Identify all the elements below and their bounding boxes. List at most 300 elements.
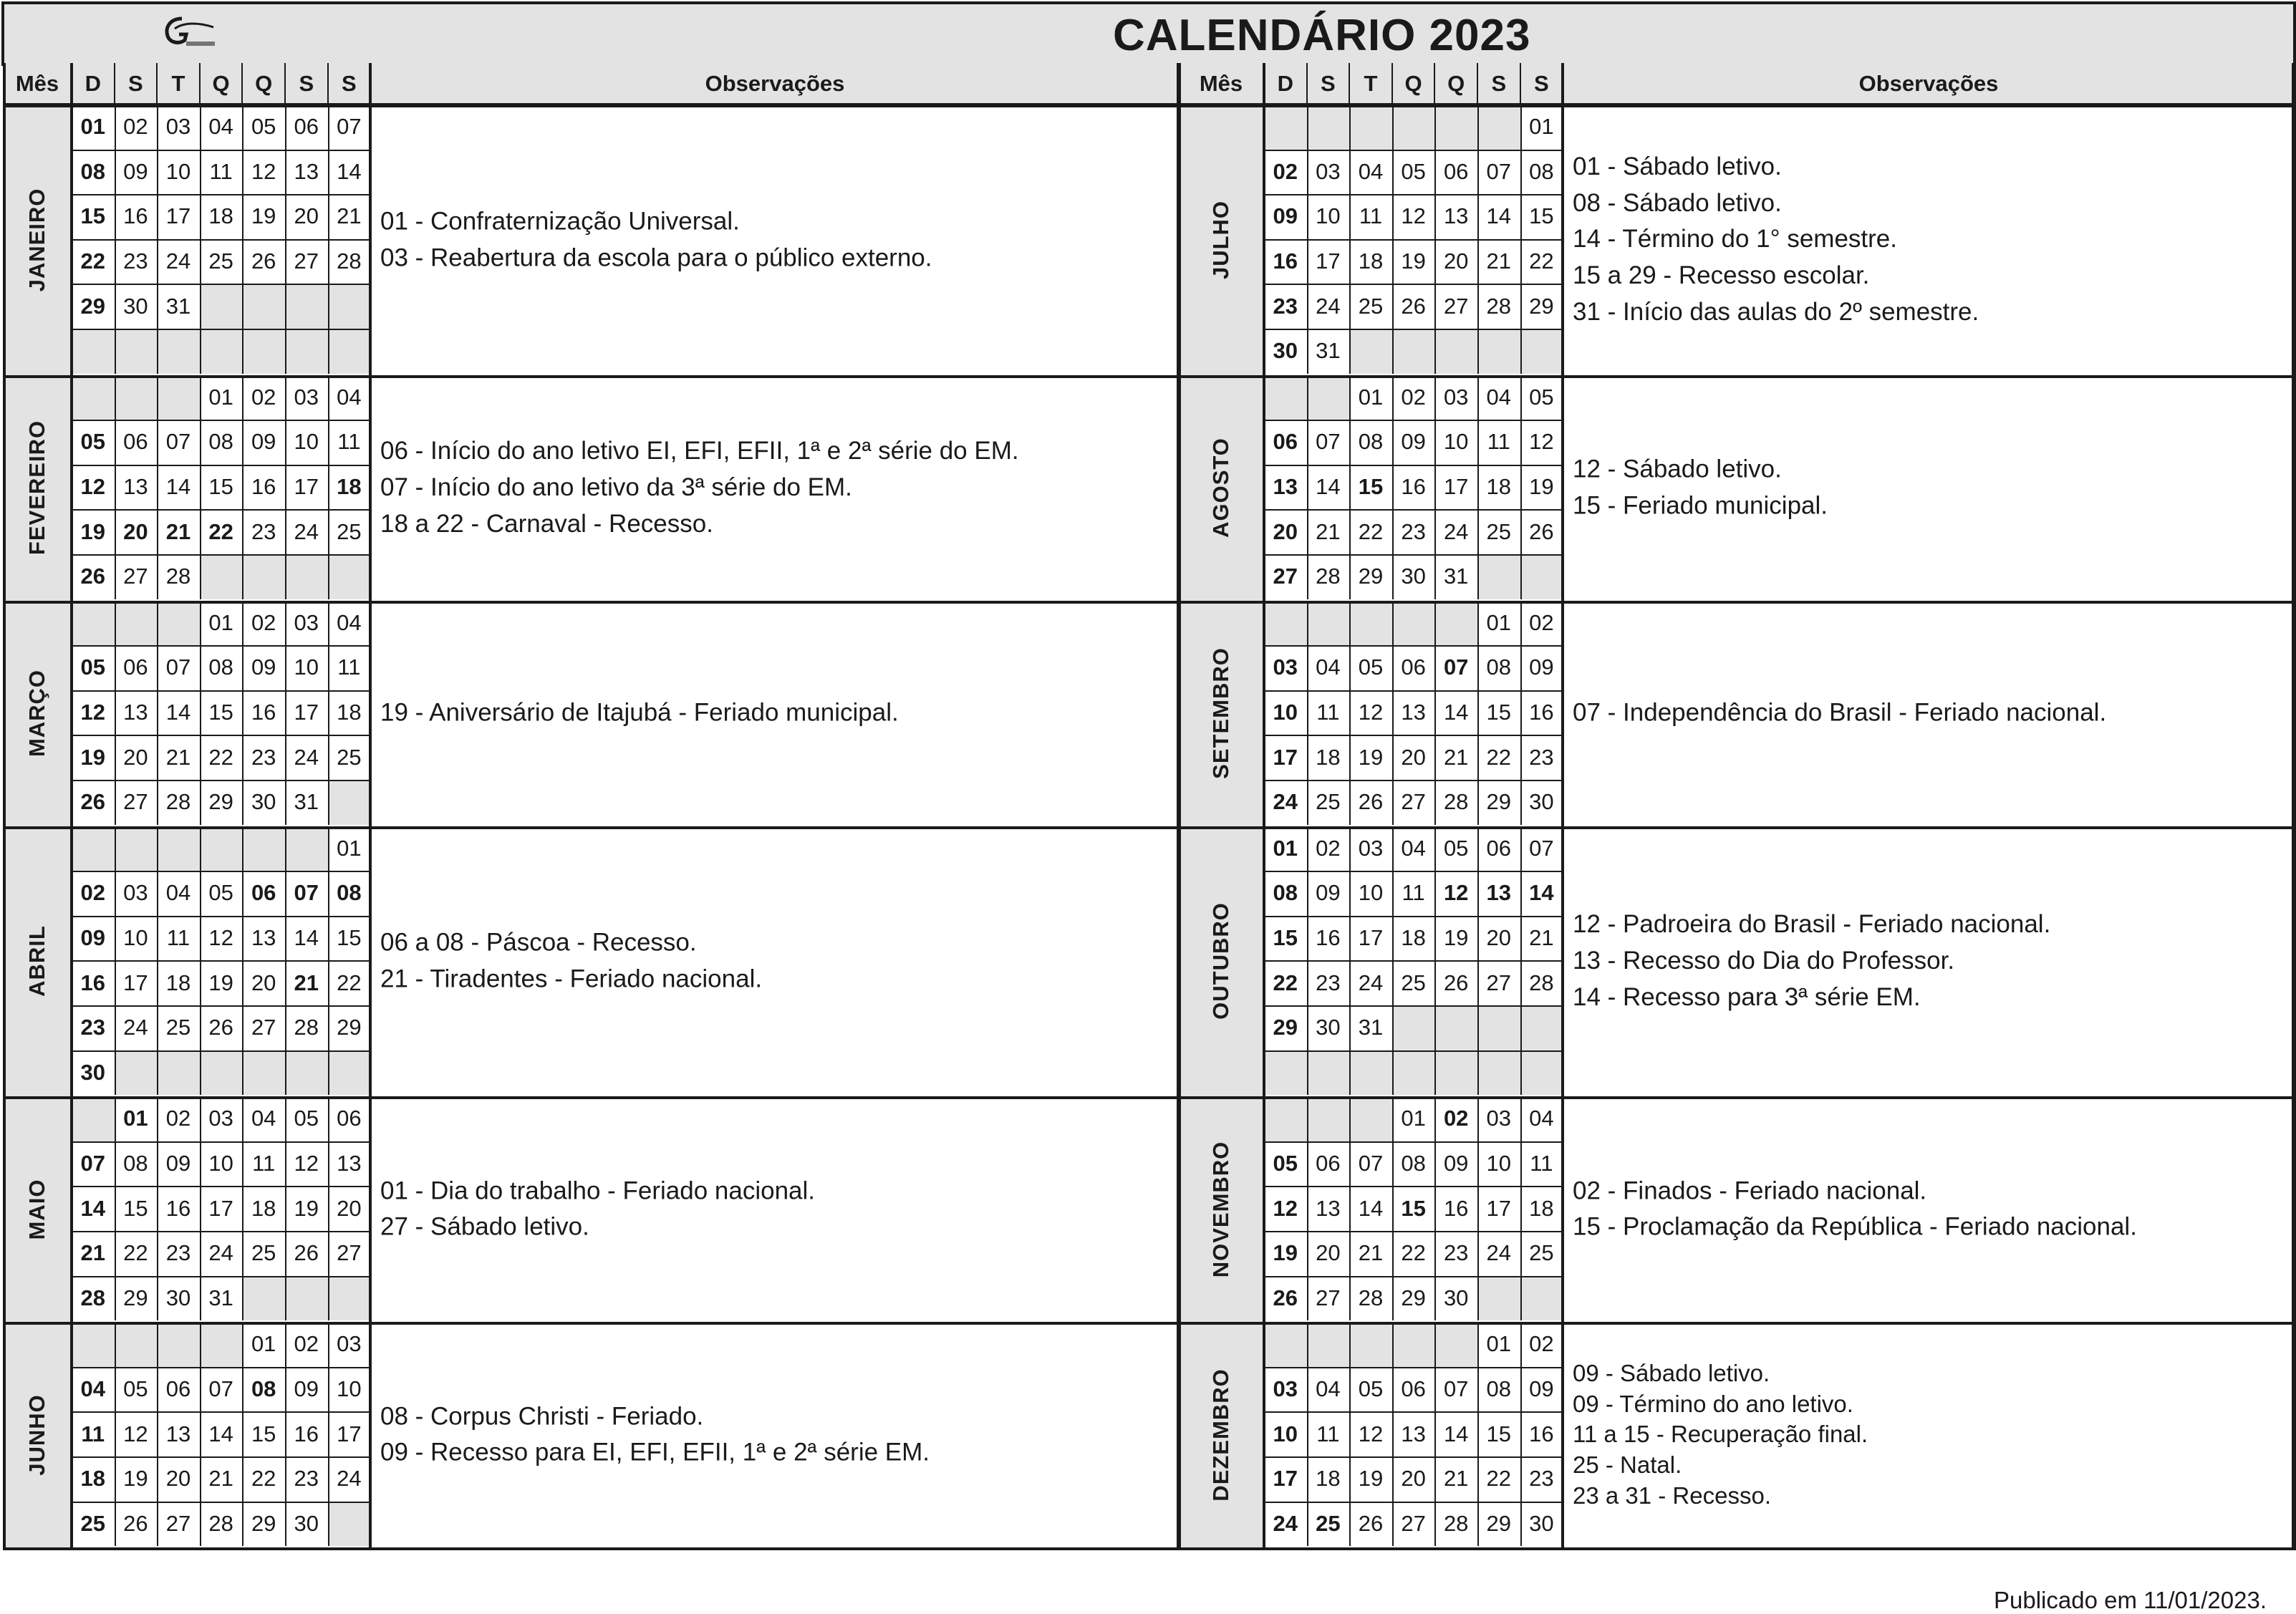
grid-line: [285, 1186, 286, 1231]
grid-line: [200, 239, 201, 284]
day-cell: 20: [1486, 925, 1512, 951]
day-cell: 03: [337, 1331, 362, 1357]
day-cell: 26: [1529, 518, 1554, 544]
observation-note: 02 - Finados - Feriado nacional.: [1573, 1176, 1927, 1204]
grid-line: [242, 465, 243, 510]
grid-line: [72, 916, 370, 917]
day-cell: 10: [337, 1376, 362, 1402]
empty-day-cell: [1477, 329, 1520, 374]
day-cell: 09: [294, 1376, 319, 1402]
day-cell: 28: [1316, 564, 1341, 589]
day-cell: 22: [1401, 1240, 1426, 1266]
day-cell: 31: [165, 293, 191, 319]
month-name: NOVEMBRO: [1208, 1141, 1233, 1277]
grid-line: [242, 1456, 243, 1502]
grid-line: [328, 554, 329, 599]
observation-note: 27 - Sábado letivo.: [380, 1212, 589, 1241]
month-block-setembro: [1178, 601, 1264, 826]
day-cell: 29: [1401, 1285, 1426, 1310]
grid-line: [1264, 1276, 1563, 1277]
grid-line: [1434, 1231, 1436, 1276]
grid-line: [1520, 1276, 1522, 1321]
grid-line: [115, 871, 116, 916]
day-cell: 16: [1529, 700, 1554, 725]
grid-line: [3, 601, 1180, 604]
day-cell: 26: [80, 789, 106, 815]
day-cell: 20: [123, 744, 148, 770]
grid-line: [1307, 329, 1308, 374]
day-cell: 22: [337, 970, 362, 995]
observation-note: 15 - Proclamação da República - Feriado nacional.: [1573, 1212, 2137, 1241]
grid-line: [1477, 1411, 1479, 1456]
grid-line: [115, 916, 116, 961]
grid-line: [1392, 780, 1394, 825]
day-cell: 25: [337, 518, 362, 544]
day-cell: 21: [337, 203, 362, 229]
day-cell: 23: [123, 248, 148, 274]
day-cell: 17: [294, 700, 319, 725]
grid-line: [285, 1367, 286, 1412]
day-cell: 02: [80, 880, 106, 906]
grid-line: [1434, 150, 1436, 195]
grid-line: [328, 239, 329, 284]
observations-março: [370, 601, 1180, 826]
grid-line: [1264, 1141, 1563, 1143]
grid-line: [328, 1186, 329, 1231]
day-cell: 18: [337, 474, 362, 500]
empty-day-cell: [1264, 105, 1307, 150]
grid-line: [157, 1456, 158, 1502]
day-cell: 17: [165, 203, 191, 229]
grid-line: [1392, 554, 1394, 599]
day-cell: 04: [337, 609, 362, 635]
day-cell: 03: [165, 114, 191, 140]
day-cell: 26: [1401, 293, 1426, 319]
day-cell: 03: [1486, 1106, 1512, 1131]
grid-line: [200, 509, 201, 554]
day-cell: 06: [337, 1106, 362, 1131]
day-cell: 29: [123, 1285, 148, 1310]
empty-day-cell: [115, 1322, 158, 1367]
grid-line: [1264, 960, 1563, 962]
day-cell: 16: [80, 970, 106, 995]
day-cell: 10: [1316, 203, 1341, 229]
grid-line: [72, 329, 370, 330]
day-cell: 02: [294, 1331, 319, 1357]
grid-line: [157, 1411, 158, 1456]
weekday-header: Q: [200, 63, 243, 105]
day-cell: 29: [1486, 789, 1512, 815]
grid-line: [200, 1141, 201, 1187]
grid-line: [1307, 284, 1308, 329]
observations-list: [1573, 1358, 1868, 1511]
grid-line: [1520, 63, 1521, 105]
grid-line: [1477, 1005, 1479, 1050]
empty-day-cell: [200, 1050, 243, 1096]
day-cell: 14: [208, 1421, 233, 1446]
grid-line: [200, 150, 201, 195]
grid-line: [1434, 420, 1436, 465]
observation-note: 03 - Reabertura da escola para o público externo.: [380, 243, 932, 271]
day-cell: 13: [1401, 700, 1426, 725]
grid-line: [328, 871, 329, 916]
grid-line: [157, 554, 158, 599]
day-cell: 13: [123, 700, 148, 725]
day-cell: 14: [165, 700, 191, 725]
grid-line: [285, 1050, 286, 1096]
grid-line: [285, 645, 286, 690]
grid-line: [242, 1276, 243, 1321]
empty-day-cell: [1307, 375, 1350, 420]
day-cell: 02: [251, 384, 276, 410]
grid-line: [157, 735, 158, 780]
grid-line: [1264, 1231, 1563, 1232]
grid-line: [114, 63, 115, 105]
grid-line: [157, 871, 158, 916]
day-cell: 02: [1443, 1106, 1469, 1131]
empty-day-cell: [1349, 1050, 1392, 1096]
empty-day-cell: [1264, 375, 1307, 420]
month-name: FEVEREIRO: [24, 420, 49, 556]
day-cell: 31: [1358, 1015, 1384, 1040]
day-cell: 30: [251, 789, 276, 815]
day-cell: 16: [251, 474, 276, 500]
grid-line: [115, 375, 116, 420]
day-cell: 16: [1401, 474, 1426, 500]
day-cell: 01: [1401, 1106, 1426, 1131]
weekday-header: Q: [1434, 63, 1477, 105]
empty-day-cell: [1264, 1322, 1307, 1367]
grid-line: [157, 645, 158, 690]
grid-line: [200, 1276, 201, 1321]
day-cell: 19: [208, 970, 233, 995]
day-cell: 28: [337, 248, 362, 274]
month-name: JANEIRO: [24, 188, 49, 292]
grid-line: [1392, 1502, 1394, 1547]
grid-line: [200, 1005, 201, 1050]
empty-day-cell: [115, 375, 158, 420]
grid-line: [285, 1096, 286, 1141]
grid-line: [72, 1456, 370, 1458]
grid-line: [1349, 1322, 1351, 1367]
day-cell: 08: [337, 880, 362, 906]
day-cell: 09: [80, 925, 106, 951]
day-cell: 26: [1358, 1510, 1384, 1536]
day-cell: 15: [251, 1421, 276, 1446]
empty-day-cell: [328, 1050, 371, 1096]
grid-line: [200, 1096, 201, 1141]
grid-line: [1307, 554, 1308, 599]
grid-line: [1264, 735, 1563, 736]
grid-line: [200, 690, 201, 735]
grid-line: [72, 1502, 370, 1503]
grid-line: [1520, 1502, 1522, 1547]
grid-line: [115, 690, 116, 735]
grid-line: [328, 150, 329, 195]
day-cell: 30: [1443, 1285, 1469, 1310]
empty-day-cell: [1392, 1322, 1435, 1367]
grid-line: [242, 1005, 243, 1050]
day-cell: 19: [1529, 474, 1554, 500]
day-cell: 16: [165, 1195, 191, 1221]
grid-line: [1434, 554, 1436, 599]
day-cell: 19: [80, 518, 106, 544]
month-block-agosto: [1178, 375, 1264, 601]
day-cell: 21: [294, 970, 319, 995]
grid-line: [1520, 1411, 1522, 1456]
month-column-header: Mês: [3, 63, 72, 105]
day-cell: 26: [1273, 1285, 1298, 1310]
grid-line: [1177, 63, 1181, 1549]
day-cell: 17: [1443, 474, 1469, 500]
grid-line: [115, 150, 116, 195]
day-cell: 02: [123, 114, 148, 140]
grid-line: [328, 735, 329, 780]
day-cell: 02: [1529, 609, 1554, 635]
grid-line: [1349, 375, 1351, 420]
grid-line: [328, 916, 329, 961]
empty-day-cell: [328, 329, 371, 374]
grid-line: [1349, 1276, 1351, 1321]
grid-line: [1434, 1141, 1436, 1187]
grid-line: [1392, 329, 1394, 374]
grid-line: [242, 1367, 243, 1412]
day-cell: 28: [208, 1510, 233, 1536]
day-cell: 24: [1443, 518, 1469, 544]
grid-line: [157, 780, 158, 825]
grid-line: [1178, 375, 2295, 378]
grid-line: [1434, 916, 1436, 961]
month-block-maio: [3, 1096, 72, 1322]
day-cell: 20: [165, 1466, 191, 1492]
day-cell: 27: [1443, 293, 1469, 319]
day-cell: 20: [294, 203, 319, 229]
day-cell: 05: [1358, 1376, 1384, 1402]
observations-list: [1573, 695, 2106, 732]
day-cell: 04: [1401, 835, 1426, 861]
grid-line: [1477, 1502, 1479, 1547]
empty-day-cell: [1520, 329, 1563, 374]
day-cell: 19: [294, 1195, 319, 1221]
grid-line: [1477, 150, 1479, 195]
grid-line: [1434, 1096, 1436, 1141]
grid-line: [1392, 826, 1394, 871]
day-cell: 11: [1487, 429, 1510, 455]
grid-line: [115, 105, 116, 150]
grid-line: [1349, 1367, 1351, 1412]
grid-line: [242, 239, 243, 284]
empty-day-cell: [72, 1096, 115, 1141]
grid-line: [1520, 239, 1522, 284]
observation-note: 06 - Início do ano letivo EI, EFI, EFII, 1ª e 2ª série do EM.: [380, 436, 1019, 465]
weekday-header: S: [1477, 63, 1520, 105]
grid-line: [1307, 150, 1308, 195]
weekday-header: T: [1349, 63, 1392, 105]
grid-line: [1349, 509, 1351, 554]
grid-line: [1520, 420, 1522, 465]
grid-line: [200, 1367, 201, 1412]
day-cell: 13: [165, 1421, 191, 1446]
day-cell: 02: [1273, 158, 1298, 184]
grid-line: [285, 375, 286, 420]
day-cell: 27: [1401, 789, 1426, 815]
grid-line: [1392, 1276, 1394, 1321]
grid-line: [1307, 690, 1308, 735]
grid-line: [1520, 554, 1522, 599]
day-cell: 02: [1401, 384, 1426, 410]
empty-day-cell: [1434, 1050, 1477, 1096]
empty-day-cell: [1477, 105, 1520, 150]
empty-day-cell: [1520, 1050, 1563, 1096]
empty-day-cell: [1434, 1322, 1477, 1367]
grid-line: [1520, 329, 1522, 374]
school-logo-icon: [160, 14, 219, 54]
grid-line: [1349, 826, 1351, 871]
grid-line: [1264, 1367, 1563, 1368]
grid-line: [200, 601, 201, 646]
grid-line: [1520, 1456, 1522, 1502]
day-cell: 22: [208, 518, 233, 544]
grid-line: [328, 1141, 329, 1187]
grid-line: [157, 960, 158, 1005]
grid-line: [1307, 509, 1308, 554]
grid-line: [3, 1547, 2296, 1550]
day-cell: 11: [209, 158, 233, 184]
day-cell: 01: [123, 1106, 148, 1131]
grid-line: [1307, 1456, 1308, 1502]
grid-line: [157, 150, 158, 195]
grid-line: [1434, 239, 1436, 284]
day-cell: 06: [1316, 1151, 1341, 1176]
day-cell: 30: [1529, 789, 1554, 815]
day-cell: 23: [1529, 744, 1554, 770]
empty-day-cell: [285, 329, 328, 374]
day-cell: 22: [123, 1240, 148, 1266]
grid-line: [369, 63, 372, 1547]
day-cell: 14: [1443, 700, 1469, 725]
observation-note: 12 - Sábado letivo.: [1573, 455, 1782, 483]
grid-line: [1477, 735, 1479, 780]
grid-line: [328, 1231, 329, 1276]
day-cell: 19: [80, 744, 106, 770]
grid-line: [285, 735, 286, 780]
day-cell: 25: [80, 1510, 106, 1536]
empty-day-cell: [1349, 329, 1392, 374]
empty-day-cell: [200, 1322, 243, 1367]
grid-line: [1477, 780, 1479, 825]
day-cell: 16: [251, 700, 276, 725]
day-cell: 14: [294, 925, 319, 951]
day-cell: 29: [251, 1510, 276, 1536]
weekday-header: S: [285, 63, 328, 105]
grid-line: [1307, 1502, 1308, 1547]
empty-day-cell: [115, 826, 158, 871]
observation-note: 09 - Recesso para EI, EFI, EFII, 1ª e 2ª série EM.: [380, 1438, 930, 1466]
observation-note: 01 - Confraternização Universal.: [380, 207, 740, 236]
day-cell: 17: [1358, 925, 1384, 951]
day-cell: 18: [1316, 744, 1341, 770]
grid-line: [1264, 1502, 1563, 1503]
observations-agosto: [1563, 375, 2295, 601]
grid-line: [242, 601, 243, 646]
day-cell: 17: [1486, 1195, 1512, 1221]
grid-line: [115, 1276, 116, 1321]
day-cell: 06: [294, 114, 319, 140]
day-cell: 12: [1401, 203, 1426, 229]
weekday-header: S: [1307, 63, 1350, 105]
grid-line: [284, 63, 286, 105]
day-cell: 04: [80, 1376, 106, 1402]
day-cell: 28: [1486, 293, 1512, 319]
empty-day-cell: [1307, 1096, 1350, 1141]
grid-line: [285, 194, 286, 239]
grid-line: [1477, 1096, 1479, 1141]
empty-day-cell: [115, 1050, 158, 1096]
grid-line: [115, 554, 116, 599]
grid-line: [1477, 1186, 1479, 1231]
grid-line: [1307, 239, 1308, 284]
day-cell: 17: [294, 474, 319, 500]
grid-line: [242, 780, 243, 825]
day-cell: 07: [1486, 158, 1512, 184]
grid-line: [200, 105, 201, 150]
grid-line: [157, 284, 158, 329]
grid-line: [1520, 1050, 1522, 1096]
day-cell: 24: [1273, 789, 1298, 815]
grid-line: [242, 1322, 243, 1367]
grid-line: [328, 1367, 329, 1412]
grid-line: [1434, 509, 1436, 554]
grid-line: [1477, 1456, 1479, 1502]
empty-day-cell: [157, 601, 200, 646]
day-cell: 05: [1443, 835, 1469, 861]
weekday-header: Q: [1392, 63, 1435, 105]
observations-dezembro: [1563, 1322, 2295, 1547]
grid-line: [1349, 871, 1351, 916]
empty-day-cell: [1307, 601, 1350, 646]
grid-line: [1264, 329, 1563, 330]
grid-line: [1434, 780, 1436, 825]
empty-day-cell: [328, 1276, 371, 1321]
grid-line: [1520, 1322, 1522, 1367]
grid-line: [157, 601, 158, 646]
grid-line: [1520, 194, 1522, 239]
observations-list: [380, 1398, 930, 1472]
month-name: DEZEMBRO: [1208, 1368, 1233, 1502]
empty-day-cell: [1434, 1005, 1477, 1050]
grid-line: [285, 1456, 286, 1502]
day-cell: 22: [1486, 744, 1512, 770]
grid-line: [1520, 601, 1522, 646]
day-cell: 25: [251, 1240, 276, 1266]
empty-day-cell: [72, 1322, 115, 1367]
day-cell: 18: [251, 1195, 276, 1221]
empty-day-cell: [157, 1050, 200, 1096]
grid-line: [1392, 871, 1394, 916]
empty-day-cell: [1392, 105, 1435, 150]
day-cell: 27: [251, 1015, 276, 1040]
empty-day-cell: [1349, 601, 1392, 646]
observations-list: [1573, 907, 2050, 1015]
day-cell: 25: [1316, 789, 1341, 815]
month-block-outubro: [1178, 826, 1264, 1097]
grid-line: [1349, 1005, 1351, 1050]
day-cell: 11: [252, 1151, 276, 1176]
month-block-março: [3, 601, 72, 826]
day-cell: 16: [1529, 1421, 1554, 1446]
grid-line: [115, 735, 116, 780]
month-block-junho: [3, 1322, 72, 1547]
